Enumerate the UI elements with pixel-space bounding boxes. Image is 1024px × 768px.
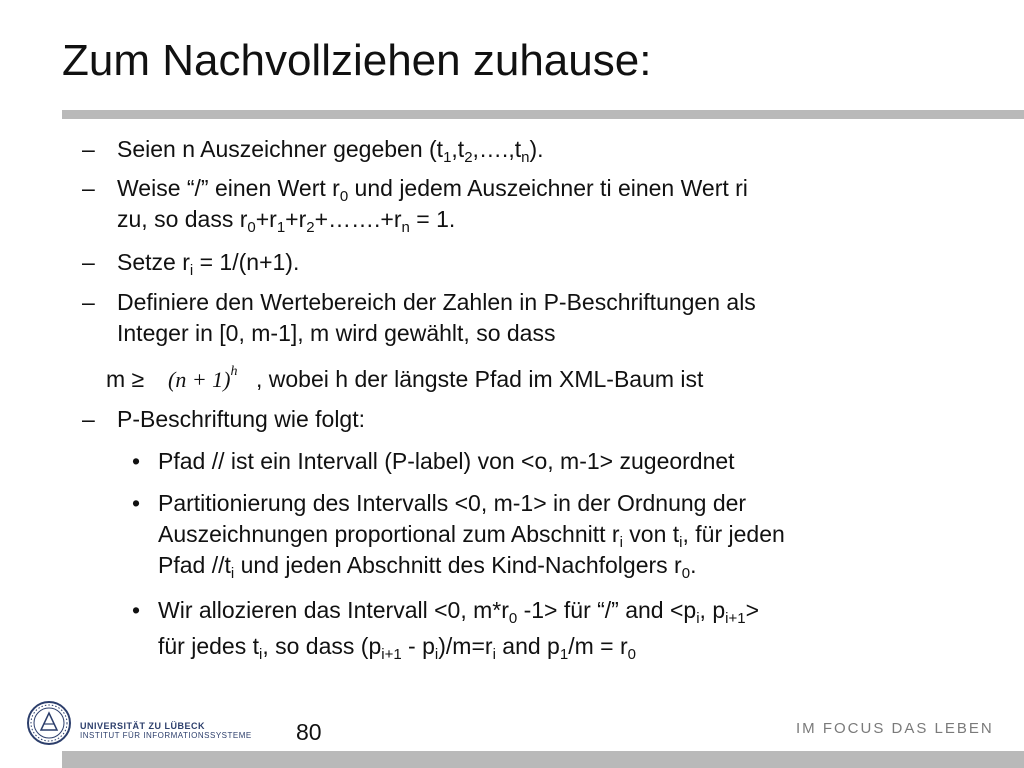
- bullet-item-4: [82, 287, 756, 318]
- bullet-marker: •: [132, 448, 141, 474]
- institute-label: INSTITUT FÜR INFORMATIONSSYSTEME: [80, 731, 252, 740]
- university-seal-icon: [26, 700, 72, 746]
- bullet-item-2-continuation: zu, so dass $r_0+r_1+r_2+\dots\dots.+r_n = 1$.: [117, 206, 456, 236]
- bullet-marker: •: [132, 597, 141, 623]
- university-name: [80, 722, 252, 740]
- item-text: Wir allozieren das Intervall <0, $m*r_0$ -1> für “/” and $<p_i$, $p_{i+1}>$: [158, 597, 759, 627]
- slogan: IM FOCUS DAS LEBEN: [796, 720, 994, 737]
- dash-marker: –: [82, 175, 95, 201]
- bullet-item-4-continuation: Integer in [0, m-1], m wird gewählt, so dass: [117, 320, 556, 346]
- dash-marker: –: [82, 136, 95, 162]
- item-text: Weise “/” einen Wert $r_0$ und jedem Auszeichner ti einen Wert ri: [117, 175, 748, 205]
- item-text: Setze $r_i = 1/(n+1)$.: [117, 249, 300, 279]
- sub-bullet-3: [132, 595, 759, 626]
- bullet-marker: •: [132, 490, 141, 516]
- page-number: 80: [296, 719, 322, 745]
- dash-marker: –: [82, 289, 95, 315]
- dash-marker: –: [82, 406, 95, 432]
- university-label: UNIVERSITÄT ZU LÜBECK: [80, 721, 205, 731]
- dash-marker: –: [82, 249, 95, 275]
- item-text: Seien n Auszeichner gegeben $(t_1,t_2,\dots.,t_n)$.: [117, 136, 544, 166]
- item-text: Definiere den Wertebereich der Zahlen in P-Beschriftungen als: [117, 289, 756, 315]
- formula-expression: $(n + 1)^h$: [168, 364, 238, 392]
- sub-bullet-1: [132, 446, 735, 477]
- item-text: Partitionierung des Intervalls <0, m-1> in der Ordnung der: [158, 490, 747, 516]
- sub-bullet-2-continuation-1: Auszeichnungen proportional zum Abschnitt $r_i$ von $t_i$, für jeden: [158, 521, 785, 551]
- formula-suffix: , wobei h der längste Pfad im XML-Baum ist: [256, 366, 704, 392]
- bullet-item-1: [82, 134, 544, 165]
- bullet-item-2: [82, 173, 748, 204]
- formula-prefix: m ≥: [106, 366, 145, 392]
- sub-bullet-2-continuation-2: Pfad $//t_i$ und jeden Abschnitt des Kind-Nachfolgers $r_0$.: [158, 552, 697, 582]
- bullet-item-5: [82, 404, 365, 435]
- sub-bullet-2: [132, 488, 746, 519]
- item-text: Pfad // ist ein Intervall (P-label) von <o, m-1> zugeordnet: [158, 448, 735, 474]
- slide-title: Zum Nachvollziehen zuhause:: [62, 36, 652, 85]
- item-text: P-Beschriftung wie folgt:: [117, 406, 366, 432]
- bullet-item-3: [82, 247, 299, 278]
- footer-bar: [62, 751, 1024, 768]
- sub-bullet-3-continuation: für jedes $t_i$, so dass $(p_{i+1} - p_i)/m=r_i$ and $p_1/m = r_0$: [158, 633, 636, 663]
